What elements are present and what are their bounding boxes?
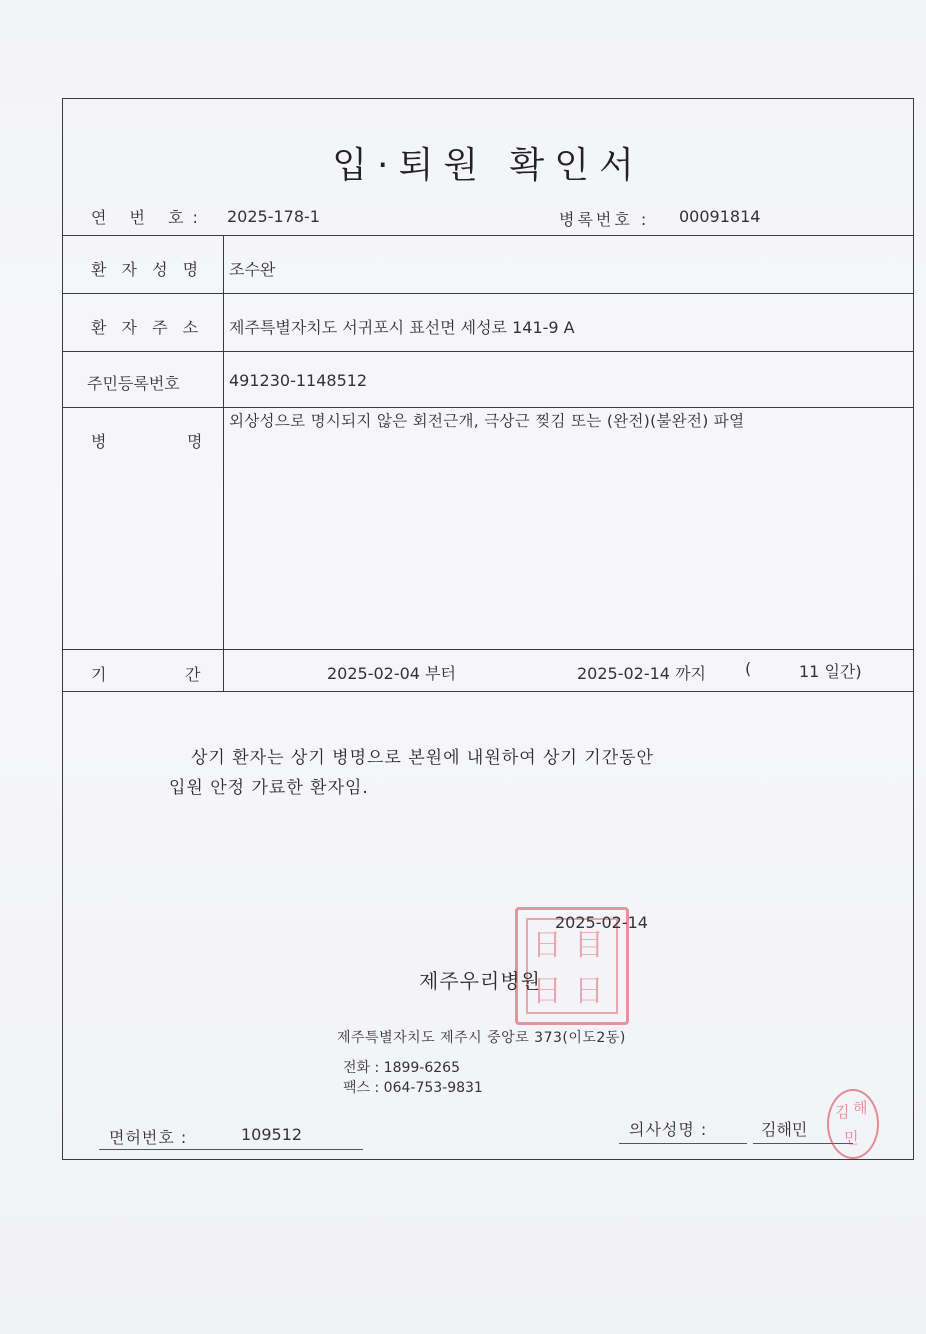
period-label-2: 간 [185,665,202,684]
period-label-1: 기 [91,665,108,684]
patient-name-label: 환 자 성 명 [91,260,204,279]
hospital-phone: 전화 : 1899-6265 [343,1060,460,1076]
doctor-name: 김해민 [761,1120,808,1139]
chart-number-label: 병록번호 : [559,210,650,229]
doctor-label: 의사성명 : [629,1120,708,1139]
hospital-seal-stamp: 日 目 日 日 [515,907,629,1025]
hospital-address: 제주특별자치도 제주시 중앙로 373(이도2동) [337,1030,626,1046]
serial-label: 연 번 호: [91,208,207,227]
statement-line-2: 입원 안정 가료한 환자임. [169,778,369,798]
doctor-label-underline [619,1143,747,1144]
period-days-open: ( [745,659,752,678]
period-from: 2025-02-04 부터 [327,664,456,683]
label-column-divider [223,235,224,691]
chart-number-value: 00091814 [679,207,761,226]
period-to: 2025-02-14 까지 [577,664,706,683]
hospital-fax: 팩스 : 064-753-9831 [343,1080,483,1096]
period-days: 11 일간) [799,662,862,681]
statement-line-1: 상기 환자는 상기 병명으로 본원에 내원하여 상기 기간동안 [191,748,654,768]
rrn-value: 491230-1148512 [229,371,368,390]
row-divider [63,351,913,352]
document-title: 입·퇴원 확인서 [332,145,644,186]
diagnosis-label-2: 명 [187,432,204,451]
row-divider [63,293,913,294]
license-underline [99,1149,363,1150]
license-value: 109512 [241,1125,303,1144]
patient-address-value: 제주특별자치도 서귀포시 표선면 세성로 141-9 A [229,318,575,337]
patient-address-label: 환 자 주 소 [91,318,204,337]
diagnosis-value: 외상성으로 명시되지 않은 회전근개, 극상근 찢김 또는 (완전)(불완전) 파열 [229,412,745,430]
row-divider [63,407,913,408]
diagnosis-label-1: 병 [91,432,108,451]
row-divider [63,235,913,236]
row-divider [63,649,913,650]
certificate-form [62,98,914,1160]
patient-name-value: 조수완 [229,260,276,279]
doctor-seal-stamp: 김 해 민 [827,1089,879,1159]
issue-date: 2025-02-14 [555,913,648,932]
hospital-name: 제주우리병원 [419,969,541,993]
serial-value: 2025-178-1 [227,207,320,226]
rrn-label: 주민등록번호 [87,374,180,393]
license-label: 면허번호 : [109,1128,188,1147]
row-divider [63,691,913,692]
